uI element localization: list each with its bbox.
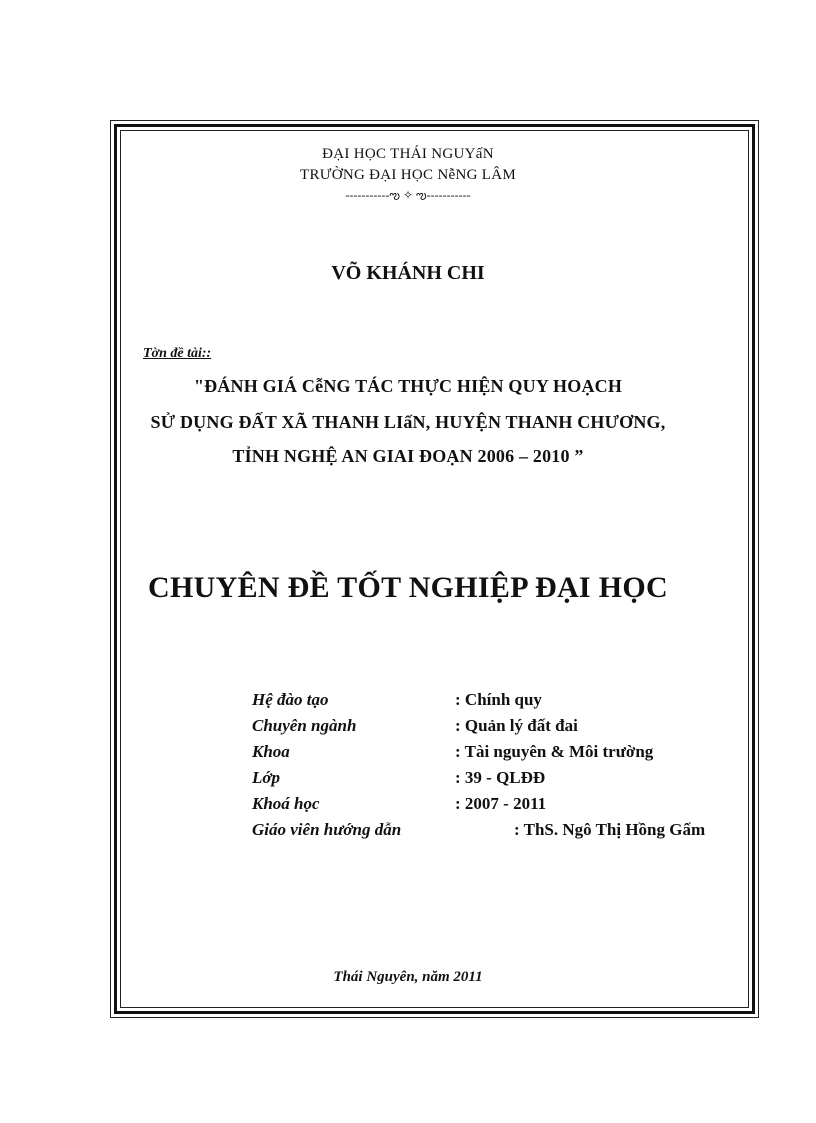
detail-label: Hệ đào tạo: [252, 690, 329, 709]
topic-title-line-2: SỬ DỤNG ĐẤT XÃ THANH LIấN, HUYỆN THANH CHƯƠNG,: [150, 412, 666, 432]
detail-value: : Chính quy: [455, 690, 542, 709]
detail-value: : Tài nguyên & Môi trường: [455, 742, 654, 761]
page-border-thick: [114, 124, 755, 1014]
detail-value: : 2007 - 2011: [455, 794, 547, 813]
topic-label: Tờn đề tài::: [143, 346, 212, 361]
detail-label: Giáo viên hướng dẫn: [252, 820, 402, 839]
detail-row-course: [252, 794, 752, 818]
detail-label: Khoá học: [252, 794, 320, 813]
topic-title-line-3: TỈNH NGHỆ AN GIAI ĐOẠN 2006 – 2010 ”: [232, 446, 584, 466]
detail-value: : 39 - QLĐĐ: [455, 768, 546, 787]
university-name: ĐẠI HỌC THÁI NGUYấN: [322, 146, 494, 162]
detail-label: Lớp: [252, 768, 281, 787]
detail-value: : Quản lý đất đai: [455, 716, 578, 735]
detail-row-major: [252, 716, 752, 740]
topic-title-line-1: "ĐÁNH GIÁ CễNG TÁC THỰC HIỆN QUY HOẠCH: [193, 376, 623, 396]
detail-label: Chuyên ngành: [252, 716, 357, 735]
page-border-frame: [110, 120, 759, 1018]
detail-row-faculty: [252, 742, 752, 766]
decorative-divider: -----------ఌ ✧ ఌ-----------: [345, 188, 471, 202]
place-and-year: Thái Nguyên, năm 2011: [333, 969, 483, 985]
detail-row-class: [252, 768, 752, 792]
college-name: TRƯỜNG ĐẠI HỌC NễNG LÂM: [299, 167, 517, 183]
detail-label: Khoa: [252, 742, 290, 761]
detail-row-training-system: [252, 690, 752, 714]
detail-value: : ThS. Ngô Thị Hồng Gấm: [514, 820, 706, 839]
document-type-title: CHUYÊN ĐỀ TỐT NGHIỆP ĐẠI HỌC: [148, 571, 668, 604]
detail-row-advisor: [252, 820, 752, 844]
author-name: VÕ KHÁNH CHI: [331, 262, 485, 284]
